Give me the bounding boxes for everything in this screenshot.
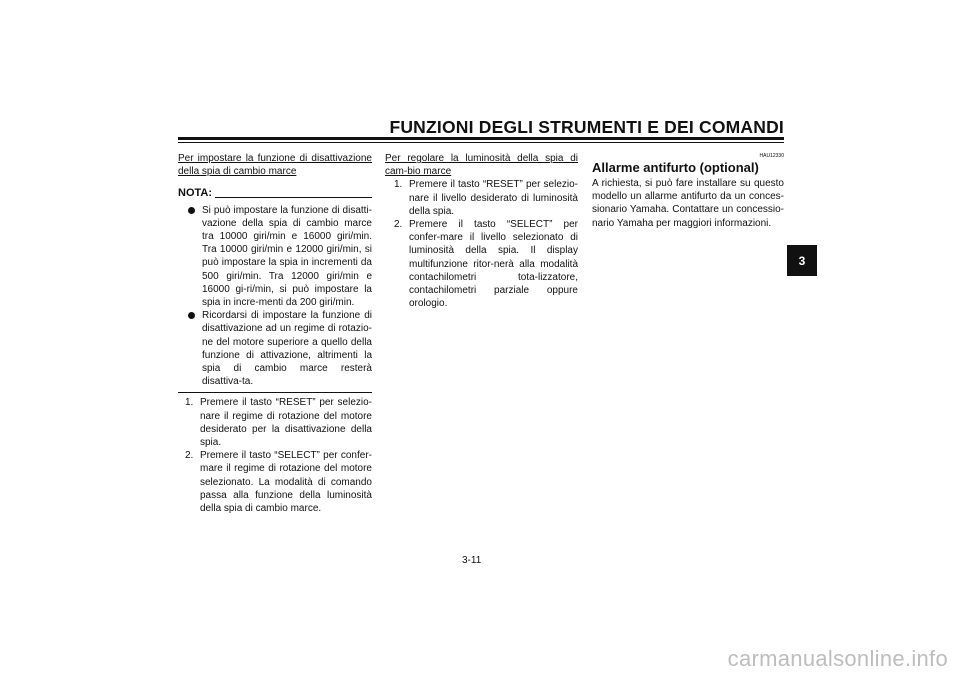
step-number: 1. [394,179,403,191]
column-right [592,152,784,230]
page-number: 3-11 [462,555,482,566]
step-number: 2. [185,450,194,462]
steps-list [178,396,372,515]
note-bullet-item: Ricordarsi di impostare la funzione di disattivazione ad un regime di rotazio-ne del motore superiore a quello della funzione di attivazione, altrimenti la spia di cambio marce resterà disattiva-ta. [178,309,372,388]
header-rule [178,137,784,140]
note-header [178,187,372,200]
step-text: Premere il tasto “RESET” per selezio-nare il livello desiderato di luminosità della spia. [409,179,578,217]
step-text: Premere il tasto “SELECT” per confer-mare il livello selezionato di luminosità della spia. Il display multifunzione ritor-nerà alla modalità contachilometri tota-lizzatore, contachilometri parziale oppure orologio. [409,219,578,310]
section-subheading-disable: Per impostare la funzione di disattivazione della spia di cambio marce [178,153,372,178]
note-label: NOTA: [178,187,213,200]
column-left [178,152,372,515]
note-end-rule [178,392,372,393]
column-middle [385,152,578,310]
chapter-tab: 3 [787,245,817,276]
page-header-title: FUNZIONI DEGLI STRUMENTI E DEI COMANDI [389,117,784,137]
section-subheading-brightness: Per regolare la luminosità della spia di cam-bio marce [385,153,578,178]
step-item [178,396,372,449]
section-paragraph: A richiesta, si può fare installare su questo modello un allarme antifurto da un conces-sionario Yamaha. Contattare un concessio-nario Yamaha per maggiori informazioni. [592,178,784,229]
step-number: 2. [394,219,403,231]
note-bullet-list [178,204,372,389]
header-rule-thin [178,142,784,143]
step-item [178,449,372,515]
watermark: carmanualsonline.info [727,646,948,671]
note-rule [215,197,372,198]
step-item [385,218,578,310]
step-item [385,178,578,218]
step-text: Premere il tasto “RESET” per selezio-nare il regime di rotazione del motore desiderato per la disattivazione della spia. [200,397,372,449]
section-title-antitheft: Allarme antifurto (optional) [592,160,759,175]
reference-code: HAU12330 [759,153,784,159]
step-number: 1. [185,397,194,409]
note-bullet-item: Si può impostare la funzione di disatti-vazione della spia di cambio marce tra 10000 giri/min e 16000 giri/min. Tra 10000 giri/min e 12000 giri/min, si può impostare la spia in incrementi da 500 giri/min. Tra 12000 giri/min e 16000 gi-ri/min, si può impostare la spia in incre-menti da 200 giri/min. [178,204,372,310]
step-text: Premere il tasto “SELECT” per confer-mare il regime di rotazione del motore selezionato. La modalità di comando passa alla funzione della luminosità della spia di cambio marce. [200,450,372,515]
steps-list [385,178,578,310]
